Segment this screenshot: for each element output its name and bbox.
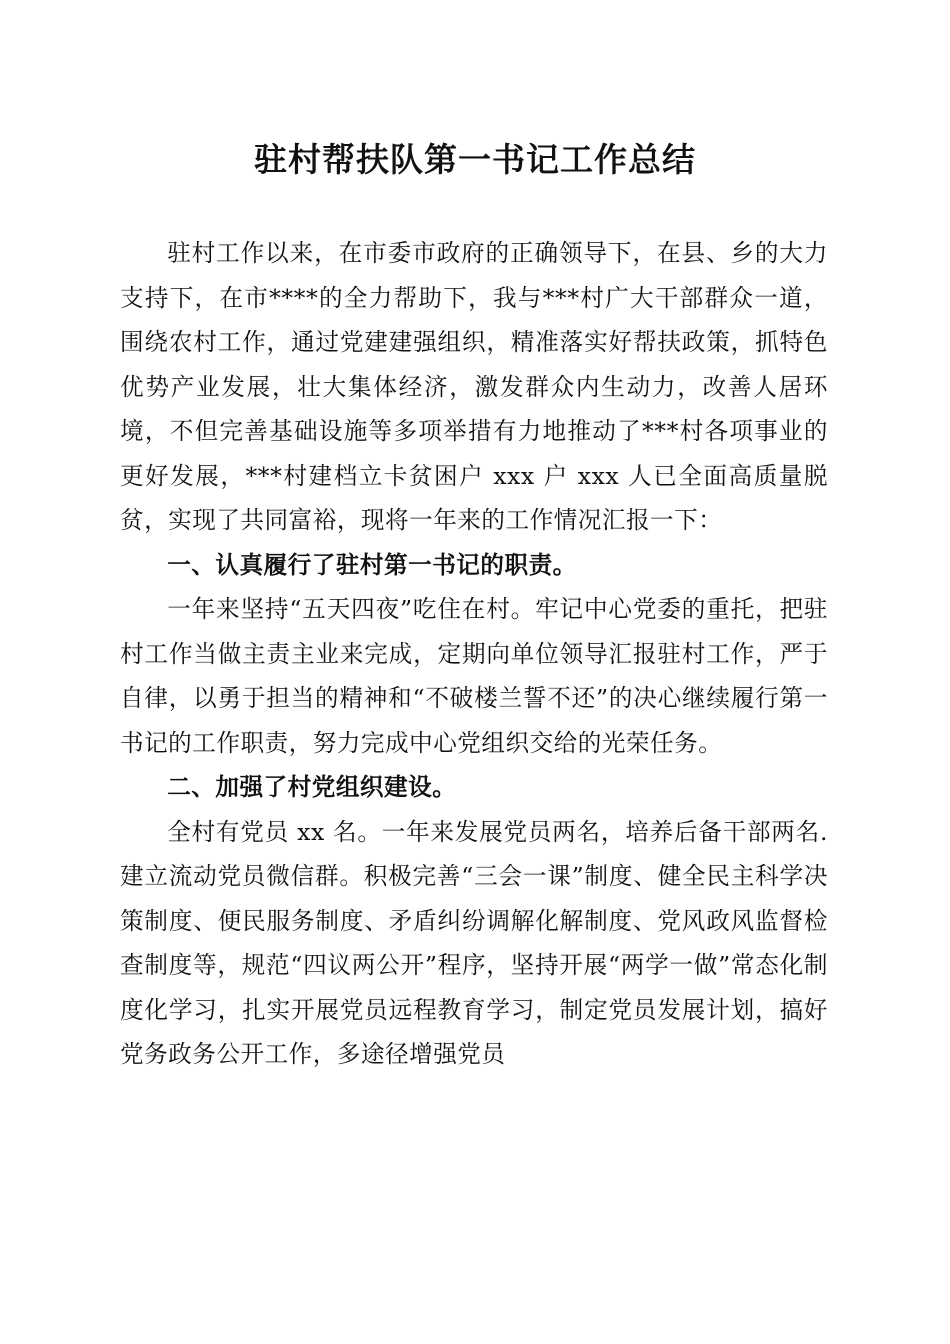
section-heading: 二、加强了村党组织建设。 <box>167 773 457 801</box>
section-paragraph: 一年来坚持“五天四夜”吃住在村。牢记中心党委的重托，把驻村工作当做主责主业来完成，定期向单位领导汇报驻村工作，严于自律，以勇于担当的精神和“不破楼兰誓不还”的决心继续履行第一书记的工作职责，努力完成中心党组织交给的光荣任务。 <box>120 595 828 757</box>
section-heading: 一、认真履行了驻村第一书记的职责。 <box>167 550 577 579</box>
document-title: 驻村帮扶队第一书记工作总结 <box>254 140 696 179</box>
document-body <box>120 231 828 1077</box>
section-paragraph: 全村有党员 xx 名。一年来发展党员两名，培养后备干部两名.建立流动党员微信群。积极完善“三会一课”制度、健全民主科学决策制度、便民服务制度、矛盾纠纷调解化解制度、党风政风监督检查制度等，规范“四议两公开”程序，坚持开展“两学一做”常态化制度化学习，扎实开展党员远程教育学习，制定党员发展计划，搞好党务政务公开工作，多途径增强党员 <box>120 817 828 1068</box>
intro-paragraph: 驻村工作以来，在市委市政府的正确领导下，在县、乡的大力支持下，在市****的全力帮助下，我与***村广大干部群众一道，围绕农村工作，通过党建建强组织，精准落实好帮扶政策，抓特色优势产业发展，壮大集体经济，激发群众内生动力，改善人居环境，不但完善基础设施等多项举措有力地推动了***村各项事业的更好发展，***村建档立卡贫困户 xxx 户 xxx 人已全面高质量脱贫，实现了共同富裕，现将一年来的工作情况汇报一下： <box>120 239 828 534</box>
